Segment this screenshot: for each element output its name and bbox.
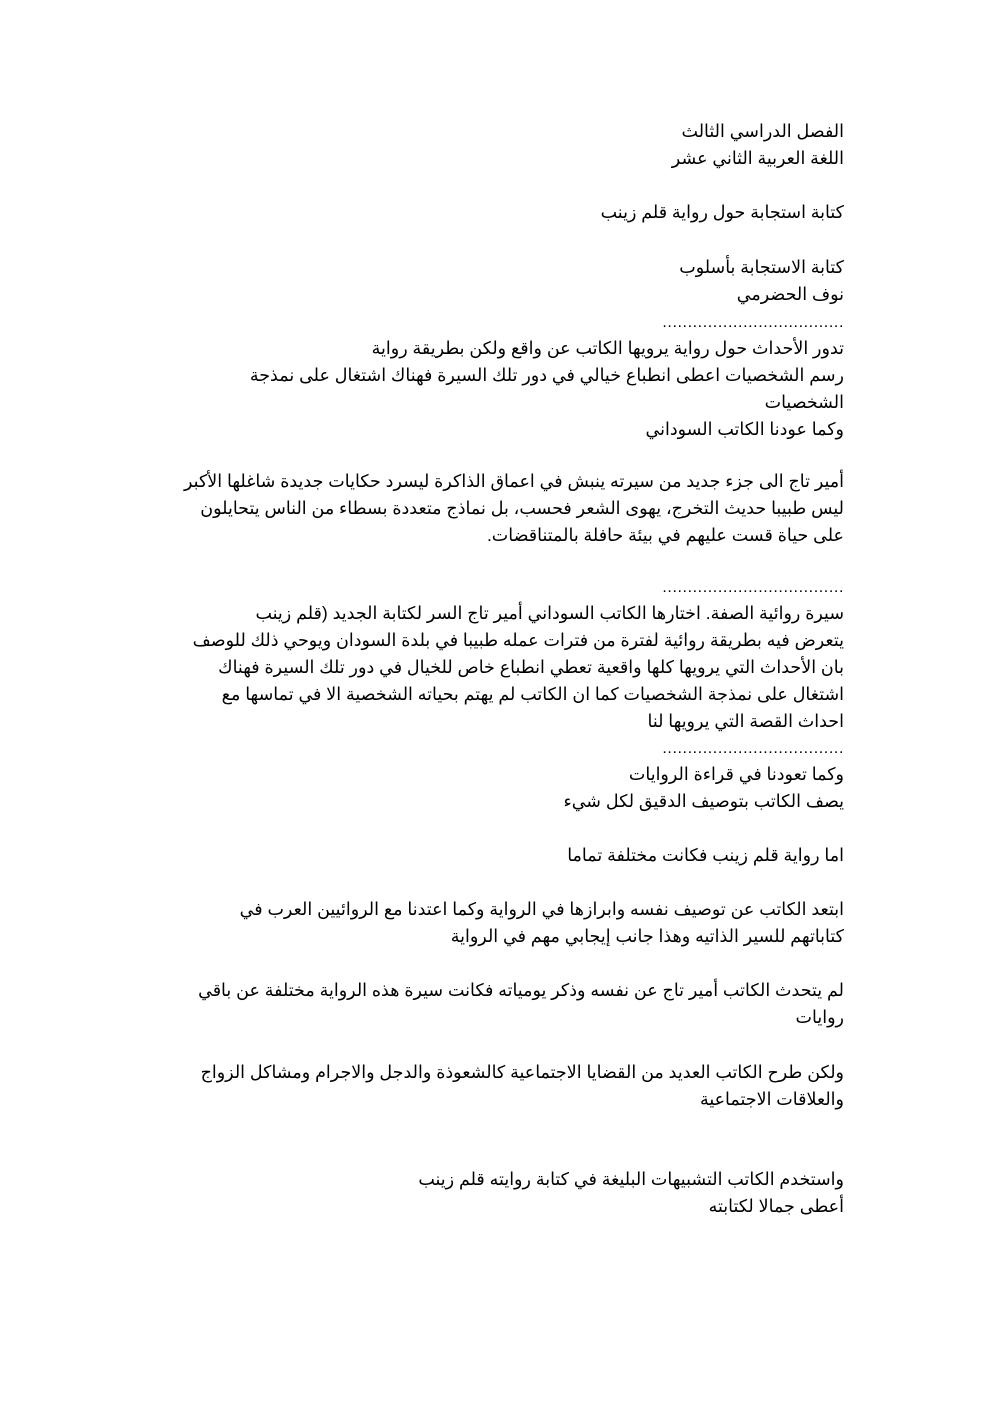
paragraph-line: أمير تاج الى جزء جديد من سيرته ينبش في اعماق الذاكرة ليسرد حكايات جديدة شاغلها الأكبر: [184, 471, 844, 491]
author-name: نوف الحضرمي: [736, 284, 844, 304]
paragraph-line: لم يتحدث الكاتب أمير تاج عن نفسه وذكر يومياته فكانت سيرة هذه الرواية مختلفة عن باقي: [198, 980, 844, 1000]
paragraph-line: يتعرض فيه بطريقة روائية لفترة من فترات عمله طبيبا في بلدة السودان ويوحي ذلك للوصف: [192, 630, 844, 650]
dotted-separator: ....................................: [662, 740, 844, 757]
paragraph-line: والعلاقات الاجتماعية: [699, 1089, 844, 1109]
paragraph-line: أعطى جمالا لكتابته: [708, 1196, 844, 1216]
dotted-separator: ....................................: [662, 314, 844, 331]
paragraph-line: على حياة قست عليهم في بيئة حافلة بالمتناقضات.: [486, 525, 844, 545]
paragraph-line: بان الأحداث التي يرويها كلها واقعية تعطي انطباع خاص للخيال في دور تلك السيرة فهناك: [218, 657, 844, 677]
subject-line: اللغة العربية الثاني عشر: [671, 148, 844, 168]
term-line: الفصل الدراسي الثالث: [681, 121, 844, 141]
dotted-separator: ....................................: [662, 579, 844, 596]
paragraph-line: احداث القصة التي يرويها لنا: [647, 711, 844, 731]
subtitle-line: كتابة الاستجابة بأسلوب: [679, 257, 844, 277]
paragraph-line: تدور الأحداث حول رواية يرويها الكاتب عن واقع ولكن بطريقة رواية: [371, 338, 844, 358]
paragraph-line: روايات: [795, 1007, 844, 1027]
paragraph-line: واستخدم الكاتب التشبيهات البليغة في كتابة روايته قلم زينب: [418, 1169, 844, 1189]
paragraph-line: الشخصيات: [764, 392, 844, 412]
paragraph-line: وكما عودنا الكاتب السوداني: [645, 419, 844, 439]
assignment-title: كتابة استجابة حول رواية قلم زينب: [600, 202, 844, 222]
paragraph-line: اشتغال على نمذجة الشخصيات كما ان الكاتب لم يهتم بحياته الشخصية الا في تماسها مع: [221, 684, 844, 704]
paragraph-line: كتاباتهم للسير الذاتيه وهذا جانب إيجابي مهم في الرواية: [450, 926, 844, 946]
paragraph-line: ابتعد الكاتب عن توصيف نفسه وابرازها في الرواية وكما اعتدنا مع الروائيين العرب في: [239, 899, 844, 919]
paragraph-line: سيرة روائية الصفة. اختارها الكاتب السوداني أمير تاج السر لكتابة الجديد (قلم زينب: [255, 603, 844, 623]
paragraph-line: يصف الكاتب بتوصيف الدقيق لكل شيء: [563, 791, 844, 811]
paragraph-line: ليس طبيبا حديث التخرج، يهوى الشعر فحسب، بل نماذج متعددة بسطاء من الناس يتحايلون: [200, 498, 844, 518]
paragraph-line: وكما تعودنا في قراءة الروايات: [628, 764, 844, 784]
paragraph-line: اما رواية قلم زينب فكانت مختلفة تماما: [567, 845, 844, 865]
paragraph-line: ولكن طرح الكاتب العديد من القضايا الاجتماعية كالشعوذة والدجل والاجرام ومشاكل الزواج: [200, 1062, 844, 1082]
paragraph-line: رسم الشخصيات اعطى انطباع خيالي في دور تلك السيرة فهناك اشتغال على نمذجة: [249, 365, 844, 385]
